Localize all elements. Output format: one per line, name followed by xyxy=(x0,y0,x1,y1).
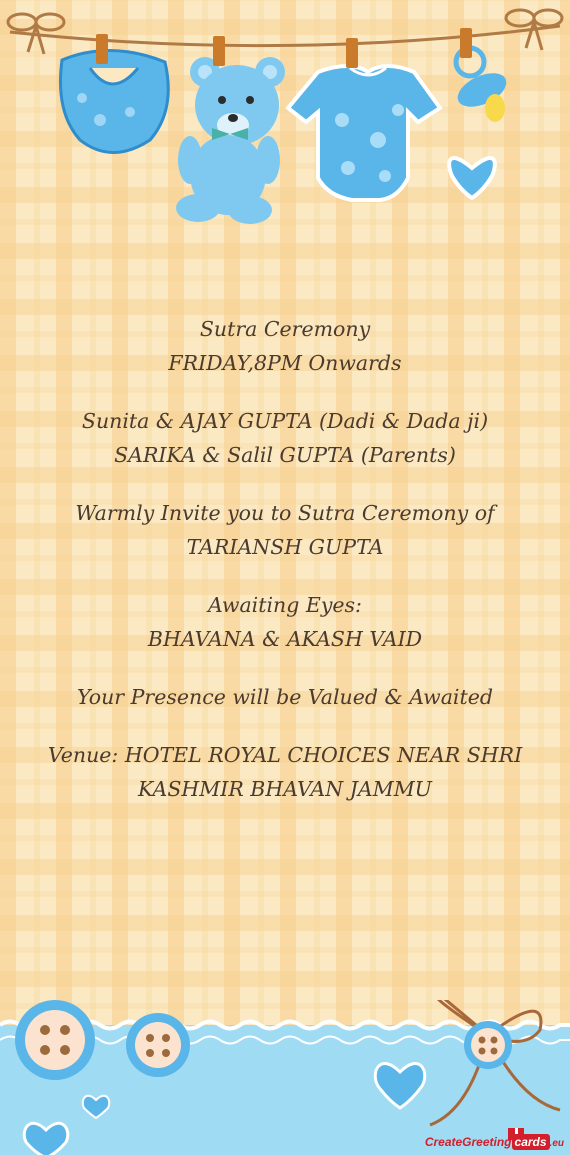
venue-line-1: Venue: HOTEL ROYAL CHOICES NEAR SHRI xyxy=(47,743,523,767)
clothesline-art xyxy=(0,0,570,240)
invitation-text xyxy=(20,312,550,806)
heart-icon xyxy=(449,158,495,198)
bottom-border-art xyxy=(0,1000,570,1155)
host-parents: SARIKA & Salil GUPTA (Parents) xyxy=(114,443,456,467)
button-1-icon xyxy=(15,1000,95,1080)
spacer xyxy=(20,380,550,404)
teddy-bear-icon xyxy=(176,57,285,224)
spacer xyxy=(20,564,550,588)
presence-line: Your Presence will be Valued & Awaited xyxy=(77,685,493,709)
bib-icon xyxy=(60,50,168,152)
venue-line-2: KASHMIR BHAVAN JAMMU xyxy=(138,777,432,801)
ceremony-time: FRIDAY,8PM Onwards xyxy=(168,351,402,375)
awaiting-names: BHAVANA & AKASH VAID xyxy=(147,627,423,651)
clothespin-3-icon xyxy=(346,38,358,68)
brand-part-1: CreateGreeting xyxy=(424,1135,512,1149)
clothespin-1-icon xyxy=(96,34,108,64)
clothespin-2-icon xyxy=(213,36,225,66)
brand-part-3: .eu xyxy=(549,1138,564,1149)
brand-part-2: cards xyxy=(512,1134,550,1150)
pacifier-icon xyxy=(453,48,512,122)
awaiting-label: Awaiting Eyes: xyxy=(208,593,362,617)
clothespin-4-icon xyxy=(460,28,472,58)
host-grandparents: Sunita & AJAY GUPTA (Dadi & Dada ji) xyxy=(81,409,489,433)
spacer xyxy=(20,656,550,680)
onesie-icon xyxy=(288,66,440,200)
spacer xyxy=(20,714,550,738)
button-2-icon xyxy=(126,1013,190,1077)
button-3-icon xyxy=(464,1021,512,1069)
child-name: TARIANSH GUPTA xyxy=(186,535,384,559)
brand-logo[interactable] xyxy=(425,1135,564,1149)
invite-line: Warmly Invite you to Sutra Ceremony of xyxy=(75,501,495,525)
spacer xyxy=(20,472,550,496)
ceremony-title: Sutra Ceremony xyxy=(199,317,371,341)
